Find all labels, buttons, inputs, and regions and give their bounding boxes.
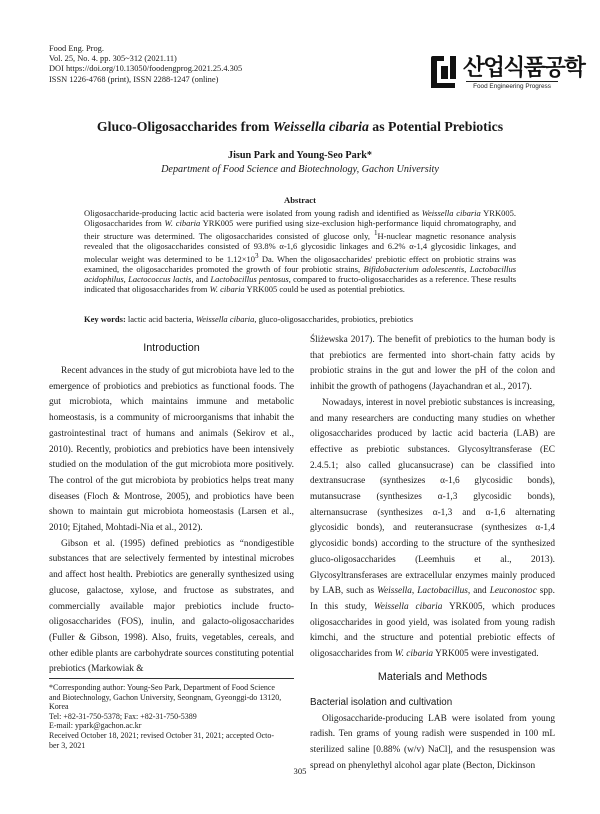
- logo-korean-text: 산업식품공학: [463, 55, 585, 81]
- logo-english-text: Food Engineering Progress: [466, 81, 558, 91]
- methods-subheading: Bacterial isolation and cultivation: [310, 696, 453, 708]
- volume-info: Vol. 25, No. 4. pp. 305~312 (2021.11): [49, 54, 177, 64]
- journal-header: [49, 44, 242, 85]
- corresponding-author-footnote: *Corresponding author: Young-Seo Park, Department of Food Science and Biotechnology, Gachon University, Seongnam, Gyeonggi-do 13120, Korea Tel: +82-31-750-5378; Fax: +82-31-750-5389 E-mail: ypark@gachon.ac.kr Received October 18, 2021; revised October 31, 2021; accepted Octo- ber 3, 2021: [49, 683, 294, 750]
- author-affiliation: Department of Food Science and Biotechnology, Gachon University: [161, 164, 439, 175]
- footnote-divider: [49, 678, 294, 679]
- intro-paragraph-4: Nowadays, interest in novel prebiotic substances is increasing, and many researchers are conducting many studies on whether oligosaccharides produced by lactic acid bacteria (LAB) are effective as prebiotic substances. Glycosyltransferase (EC 2.4.5.1; also called glucansucrase) can be classified into dextransucrase (synthesizes α-1,6 glycosidic bonds), mutansucrase (synthesizes α-1,3 glycosidic bonds), alternansucrase (synthesizes α-1,3 and α-1,6 alternating glycosidic bonds), and reuteransucrase (synthesizes α-1,4 glycosidic bonds) according to the structure of the synthesized gluco-oligosaccharides (Leemhuis et al., 2013). Glycosyltransferases are extracellular enzymes mainly produced by LAB, such as Weissella, Lactobacillus, and Leuconostoc spp. In this study, Weissella cibaria YRK005, which produces oligosaccharides in good yield, was isolated from young radish kimchi, and the structure and potential prebiotic effects of oligosaccharides from W. cibaria YRK005 were investigated.: [310, 397, 555, 660]
- abstract-text: Oligosaccharide-producing lactic acid bacteria were isolated from young radish and identified as Weissella cibaria YRK005. Oligosaccharides from W. cibaria YRK005 were purified using size-exclusion high-performance liquid chromatography, and their structure was determined. The oligosaccharides consisted of glucose only, $^1$H-nuclear magnetic resonance analysis revealed that the oligosaccharides consisted of 93.8% α-1,6 glycosidic linkages and 6.2% α-1,4 glycosidic linkages, and molecular weight was determined to be $1.12\times 10^3$ Da. When the oligosaccharides' prebiotic effect on probiotic strains was examined, the oligosaccharides promoted the growth of four probiotic strains, Bifidobacterium adolescentis, Lactobacillus acidophilus, Lactococcus lactis, and Lactobacillus pentosus, compared to fructo-oligosaccharides as a reference. These results indicated that oligosaccharides from W. cibaria YRK005 could be used as potential prebiotics.: [84, 208, 517, 295]
- intro-paragraph-3: Śliżewska 2017). The benefit of prebiotics to the human body is that prebiotics are fermented into short-chain fatty acids by probiotic strains in the gut and lower the pH of the colon and inhibit the growth of pathogens (Jayachandran et al., 2017).: [310, 335, 555, 393]
- author-email[interactable]: E-mail: ypark@gachon.ac.kr: [49, 721, 142, 731]
- intro-paragraph-2: Gibson et al. (1995) defined prebiotics as “nondigestible substances that are selectively fermented by intestinal microbes and affect host health. Prebiotics are generally synthesized using glucose, galactose, xylose, and fructose as substrates, and commercially available major prebiotics include fructo-oligosaccharides (FOS), inulin, and galacto-oligosaccharides (Fuller & Gibson, 1998). Also, fruits, vegetables, cereals, and other edible plants are carbohydrate sources constituting potential prebiotics (Markowiak &: [49, 538, 294, 675]
- left-column: [49, 333, 294, 678]
- issn-info: ISSN 1226-4768 (print), ISSN 2288-1247 (online): [49, 74, 219, 84]
- keywords: Key words: lactic acid bacteria, Weissella cibaria, gluco-oligosaccharides, probiotics, prebiotics: [84, 314, 413, 324]
- methods-paragraph-1: Oligosaccharide-producing LAB were isolated from young radish. Ten grams of young radish were suspended in 100 mL sterilized saline [0.88% (w/v) NaCl], and the resuspension was spread on phenylethyl alcohol agar plate (Becton, Dickinson: [310, 713, 555, 771]
- doi-link[interactable]: DOI https://doi.org/10.13050/foodengprog.2021.25.4.305: [49, 64, 243, 74]
- intro-paragraph-1: Recent advances in the study of gut microbiota have led to the emergence of probiotics and prebiotics as functional foods. The gut microbiota, which maintains immune and metabolic homeostasis, is a community of microorganisms that inhabit the gastrointestinal tract of humans and animals (Sekirov et al., 2010). Recently, probiotics and prebiotics have been intensively studied on the modulation of the gut microbiota more positively. The control of the gut microbiota by probiotics helps treat many diseases (Floch & Montrose, 2005), and probiotics have been shown to maintain gut microbiota homeostasis (Larsen et al., 2010; Ejtahed, Mohtadi-Nia et al., 2012).: [49, 366, 294, 534]
- methods-heading: Materials and Methods: [377, 671, 488, 684]
- journal-name: Food Eng. Prog.: [49, 44, 104, 53]
- page-number: 305: [293, 766, 307, 776]
- article-title: Gluco-Oligosaccharides from Weissella cibaria as Potential Prebiotics: [96, 119, 504, 134]
- abstract-heading: Abstract: [284, 195, 316, 205]
- author-list: Jisun Park and Young-Seo Park*: [228, 150, 372, 161]
- right-column: [310, 333, 555, 775]
- introduction-heading: Introduction: [143, 341, 200, 354]
- logo-mark-icon: [430, 55, 457, 89]
- journal-logo: [430, 54, 585, 92]
